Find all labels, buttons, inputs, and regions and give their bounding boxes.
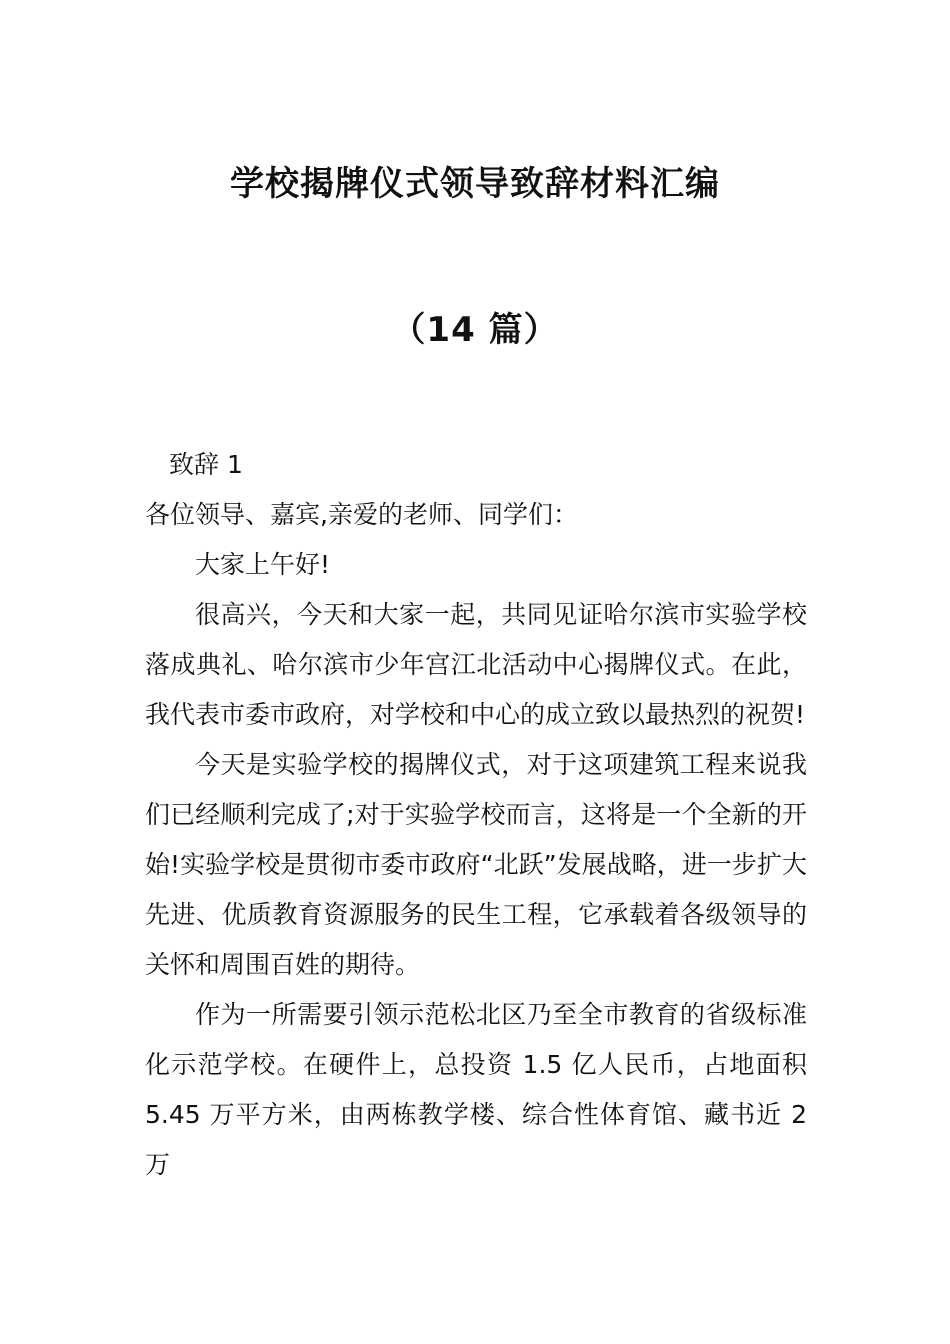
paragraph-greeting: 大家上午好! bbox=[195, 550, 331, 579]
document-body bbox=[145, 440, 807, 1190]
document-title: 学校揭牌仪式领导致辞材料汇编 bbox=[230, 164, 720, 204]
document-subtitle: （14 篇） bbox=[391, 310, 559, 350]
salutation: 各位领导、嘉宾,亲爱的老师、同学们： bbox=[145, 500, 578, 529]
paragraph-congratulation: 很高兴，今天和大家一起，共同见证哈尔滨市实验学校落成典礼、哈尔滨市少年宫江北活动中心揭牌仪式。在此，我代表市委市政府，对学校和中心的成立致以最热烈的祝贺! bbox=[145, 600, 807, 729]
section-label: 致辞 1 bbox=[169, 450, 243, 479]
paragraph-significance: 今天是实验学校的揭牌仪式，对于这项建筑工程来说我们已经顺利完成了;对于实验学校而言，这将是一个全新的开始!实验学校是贯彻市委市政府“北跃”发展战略，进一步扩大先进、优质教育资源服务的民生工程，它承载着各级领导的关怀和周围百姓的期待。 bbox=[145, 750, 807, 979]
paragraph-facilities: 作为一所需要引领示范松北区乃至全市教育的省级标准化示范学校。在硬件上，总投资 1.5 亿人民币，占地面积 5.45 万平方米，由两栋教学楼、综合性体育馆、藏书近 2 万 bbox=[145, 1000, 807, 1179]
